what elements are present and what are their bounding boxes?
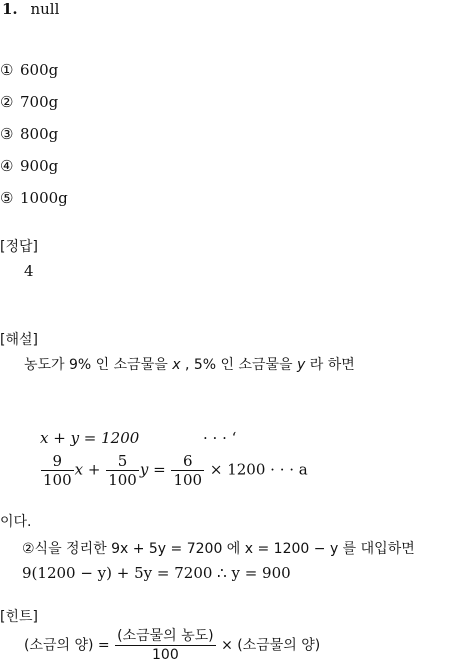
solution-header: [해설] (0, 332, 38, 348)
option-text: 1000g (20, 189, 68, 207)
option-marker: ⑤ (0, 189, 14, 207)
var-x: x (172, 357, 181, 373)
option-marker: ② (0, 93, 14, 111)
hint-lhs: (소금의 양) = (24, 637, 110, 654)
fraction (106, 452, 139, 489)
fraction (41, 452, 74, 489)
fraction-denominator: 100 (43, 471, 72, 489)
fraction-numerator: 6 (171, 452, 204, 471)
option-text: 900g (20, 157, 59, 175)
hint-formula (24, 627, 320, 664)
question-number: 1. (2, 0, 18, 18)
solution-line-1 (24, 354, 355, 374)
hint-rhs: × (소금물의 양) (221, 637, 321, 654)
equation-term: y = (139, 460, 166, 479)
solution-conclusion: 이다. (0, 514, 32, 530)
fraction (171, 452, 204, 489)
option-5[interactable] (0, 189, 68, 207)
option-marker: ④ (0, 157, 14, 175)
option-2[interactable] (0, 93, 58, 111)
equation-2 (40, 452, 308, 489)
answer-value: 4 (24, 262, 34, 280)
hint-header: [힌트] (0, 609, 38, 625)
equation-1-tag: · · · ‘ (203, 429, 237, 447)
answer-header: [정답] (0, 239, 38, 255)
equation-term: x + (74, 460, 101, 479)
fraction-numerator: 9 (41, 452, 74, 471)
option-1[interactable] (0, 61, 58, 79)
option-text: 800g (20, 125, 59, 143)
fraction-numerator: 5 (106, 452, 139, 471)
option-3[interactable] (0, 125, 58, 143)
option-text: 600g (20, 61, 59, 79)
fraction-numerator: (소금물의 농도) (117, 628, 214, 644)
equation-term: × 1200 · · · a (209, 460, 308, 479)
solution-line-4: 9(1200 − y) + 5y = 7200 ∴ y = 900 (22, 564, 291, 582)
equation-1: x + y = 1200 (40, 429, 140, 447)
fraction-denominator: 100 (108, 471, 137, 489)
solution-text: 라 하면 (305, 357, 355, 373)
fraction-denominator: 100 (173, 471, 203, 489)
option-marker: ③ (0, 125, 14, 143)
solution-text: 농도가 9% 인 소금물을 (24, 357, 173, 373)
question-line (2, 0, 59, 18)
fraction (115, 627, 216, 664)
option-marker: ① (0, 61, 14, 79)
option-text: 700g (20, 93, 59, 111)
option-4[interactable] (0, 157, 58, 175)
solution-line-3: ②식을 정리한 9x + 5y = 7200 에 x = 1200 − y 를 대입하면 (22, 541, 415, 557)
fraction-denominator: 100 (152, 647, 179, 663)
question-text: null (30, 0, 60, 18)
var-y: y (297, 357, 306, 373)
solution-text: , 5% 인 소금물을 (180, 357, 298, 373)
